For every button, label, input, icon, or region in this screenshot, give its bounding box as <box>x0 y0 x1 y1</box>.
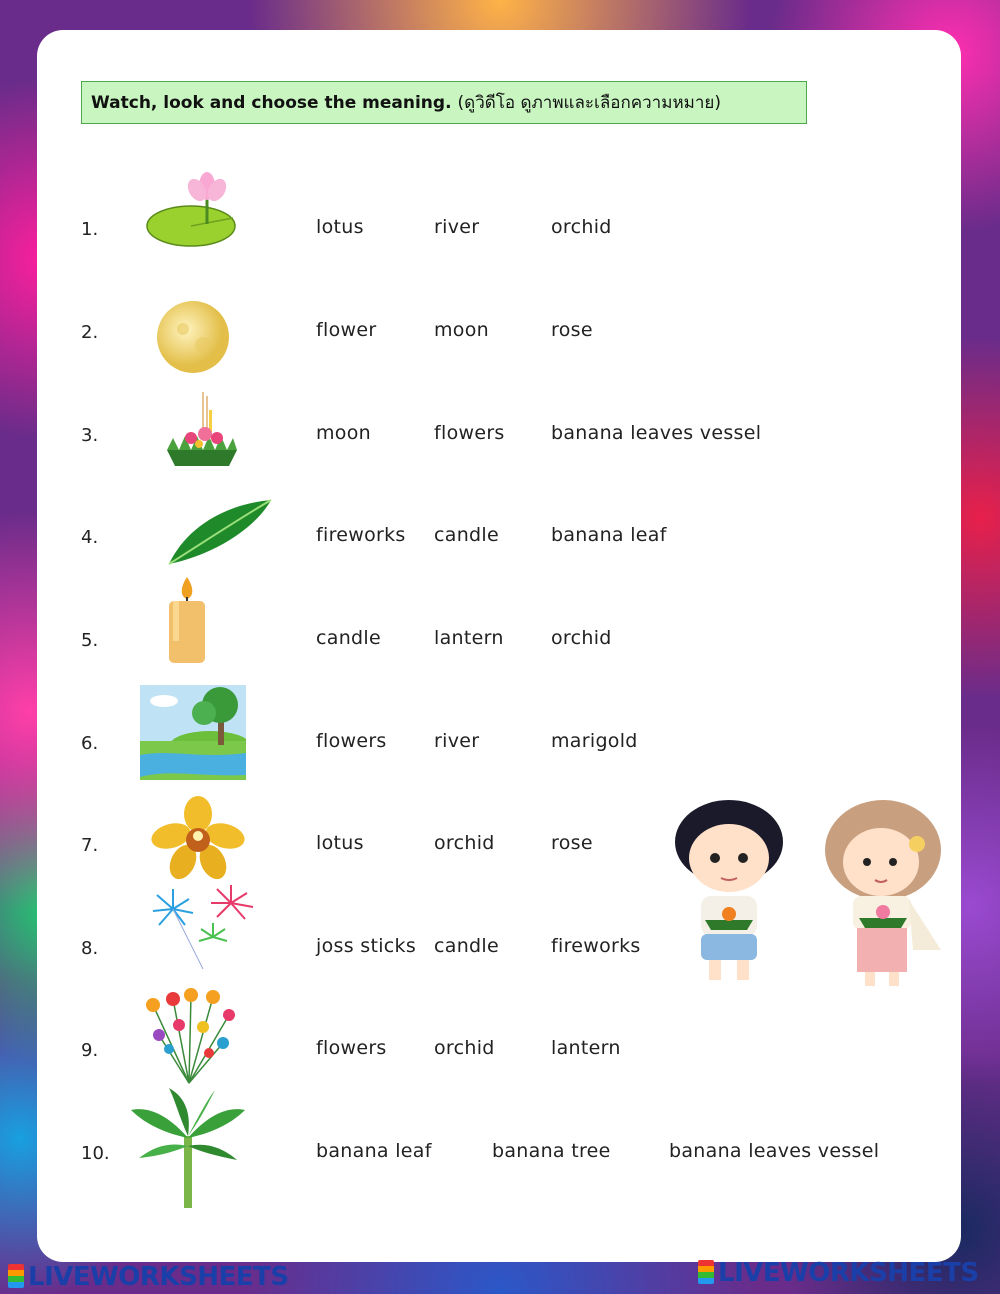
option-1[interactable]: flower <box>316 319 377 341</box>
option-3[interactable]: orchid <box>551 216 612 238</box>
option-2[interactable]: banana tree <box>492 1140 611 1162</box>
question-number: 7. <box>81 835 99 856</box>
option-3[interactable]: fireworks <box>551 935 641 957</box>
question-number: 4. <box>81 527 99 548</box>
question-number: 10. <box>81 1143 110 1164</box>
moon-icon <box>155 299 231 375</box>
option-3[interactable]: banana leaves vessel <box>551 422 762 444</box>
liveworksheets-badge-icon <box>8 1264 24 1288</box>
banana-leaf-icon <box>167 496 273 568</box>
question-number: 9. <box>81 1040 99 1061</box>
option-3[interactable]: orchid <box>551 627 612 649</box>
worksheet-page <box>37 30 961 1262</box>
option-1[interactable]: joss sticks <box>316 935 417 957</box>
option-1[interactable]: flowers <box>316 1037 387 1059</box>
option-3[interactable]: banana leaves vessel <box>669 1140 880 1162</box>
option-1[interactable]: fireworks <box>316 524 406 546</box>
option-2[interactable]: lantern <box>434 627 504 649</box>
lotus-icon <box>145 166 237 251</box>
option-2[interactable]: river <box>434 730 480 752</box>
orchid-icon <box>151 796 245 882</box>
question-number: 1. <box>81 219 99 240</box>
question-number: 2. <box>81 322 99 343</box>
option-2[interactable]: candle <box>434 524 499 546</box>
question-number: 6. <box>81 733 99 754</box>
question-row-5 <box>37 589 961 689</box>
question-number: 3. <box>81 425 99 446</box>
option-2[interactable]: flowers <box>434 422 505 444</box>
question-row-4 <box>37 486 961 586</box>
option-1[interactable]: lotus <box>316 216 364 238</box>
question-number: 5. <box>81 630 99 651</box>
question-row-2 <box>37 281 961 381</box>
option-1[interactable]: lotus <box>316 832 364 854</box>
krathong-icon <box>161 388 243 480</box>
banana-tree-icon <box>129 1086 247 1210</box>
option-2[interactable]: orchid <box>434 1037 495 1059</box>
option-3[interactable]: lantern <box>551 1037 621 1059</box>
option-2[interactable]: river <box>434 216 480 238</box>
option-2[interactable]: moon <box>434 319 489 341</box>
option-1[interactable]: banana leaf <box>316 1140 432 1162</box>
flowers-icon <box>139 987 239 1085</box>
river-icon <box>140 685 246 780</box>
instruction-thai: (ดูวิดีโอ ดูภาพและเลือกความหมาย) <box>457 93 721 113</box>
option-2[interactable]: orchid <box>434 832 495 854</box>
kids-illustration <box>673 800 947 990</box>
option-1[interactable]: candle <box>316 627 381 649</box>
option-3[interactable]: rose <box>551 832 593 854</box>
question-row-10 <box>37 1102 961 1202</box>
option-3[interactable]: banana leaf <box>551 524 667 546</box>
option-3[interactable]: marigold <box>551 730 638 752</box>
liveworksheets-logo-left: LIVEWORKSHEETS <box>8 1262 289 1292</box>
option-1[interactable]: flowers <box>316 730 387 752</box>
instruction-box <box>81 81 807 124</box>
question-row-6 <box>37 692 961 792</box>
question-number: 8. <box>81 938 99 959</box>
question-row-9 <box>37 999 961 1099</box>
option-3[interactable]: rose <box>551 319 593 341</box>
fireworks-icon <box>145 885 261 971</box>
question-row-1 <box>37 178 961 278</box>
liveworksheets-logo-right[interactable]: LIVEWORKSHEETS <box>698 1258 979 1288</box>
candle-icon <box>165 575 211 667</box>
liveworksheets-badge-icon <box>698 1260 714 1284</box>
instruction-bold: Watch, look and choose the meaning. <box>91 92 452 113</box>
option-1[interactable]: moon <box>316 422 371 444</box>
option-2[interactable]: candle <box>434 935 499 957</box>
question-row-3 <box>37 384 961 484</box>
